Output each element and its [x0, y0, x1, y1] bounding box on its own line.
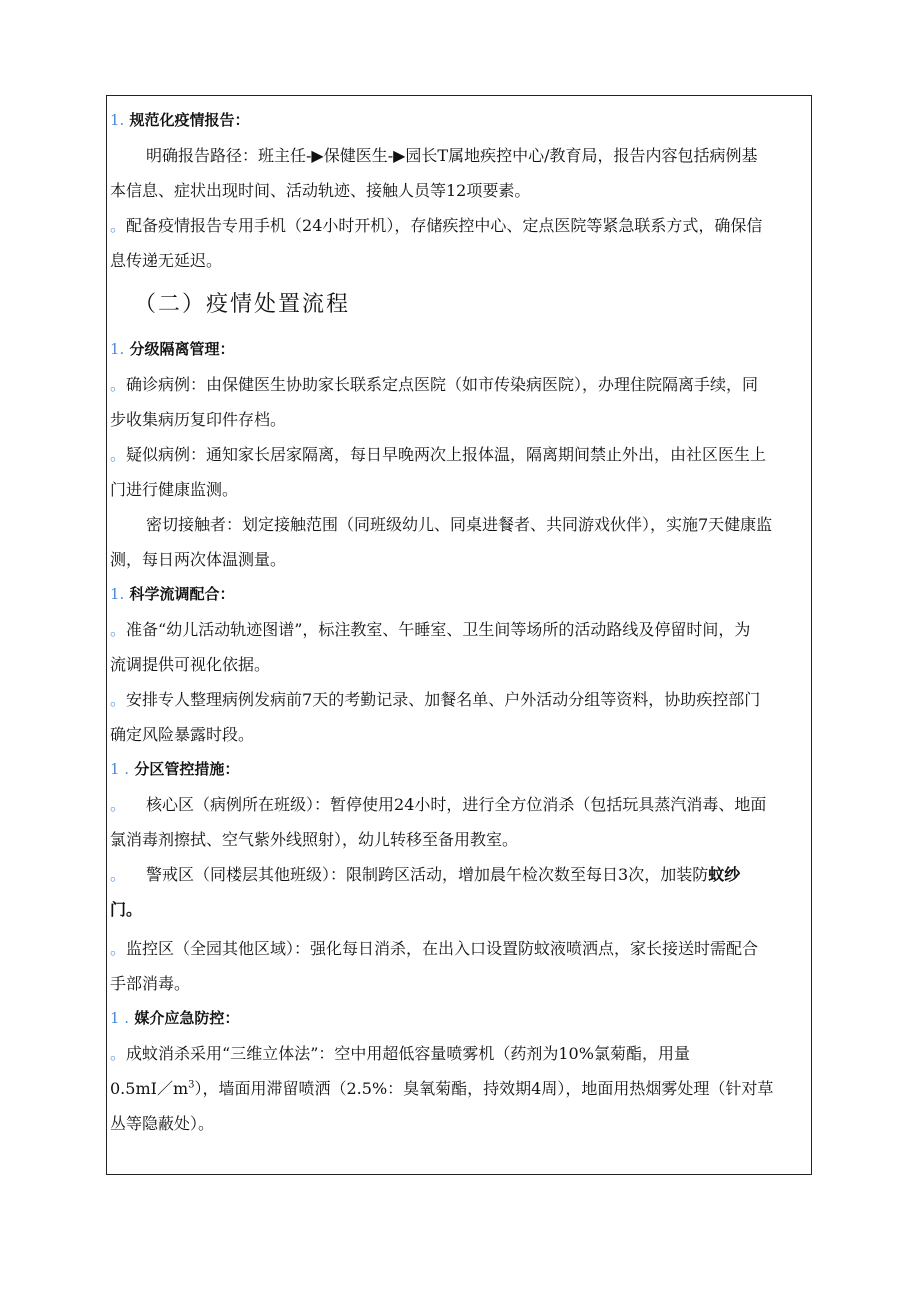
heading-zones [110, 752, 810, 787]
paragraph-text: 核心区（病例所在班级）：暂停使用24小时，进行全方位消杀（包括玩具蒸汽消毒、地面 [146, 795, 767, 814]
paragraph-line: 本信息、症状出现时间、活动轨迹、接触人员等12项要素。 [110, 181, 531, 200]
document-content [110, 103, 810, 1141]
heading-vector [110, 1001, 810, 1036]
bullet-paragraph-line [110, 208, 810, 243]
bullet-mark: 。 [110, 865, 127, 884]
bullet-mark: 。 [110, 445, 127, 464]
bullet-paragraph-line [110, 682, 810, 717]
paragraph-text: ），墙面用滞留喷洒（2.5%：臭氧菊酯，持效期4周），地面用热烟雾处理（针对草 [194, 1079, 774, 1098]
heading-report [110, 103, 810, 138]
section-title: （二）疫情处置流程 [134, 292, 351, 317]
heading-text: 媒介应急防控： [134, 1009, 240, 1027]
paragraph-line: 丛等隐蔽处）。 [110, 1114, 215, 1133]
paragraph-line: 确定风险暴露时段。 [110, 725, 255, 744]
paragraph-text: 成蚊消杀采用“三维立体法”：空中用超低容量喷雾机（药剂为10%氯菊酯，用量 [126, 1044, 690, 1063]
heading-number: 1. [110, 585, 125, 603]
heading-number: 1. [110, 340, 125, 358]
heading-text: 分级隔离管理： [129, 340, 235, 358]
bullet-paragraph-line [110, 857, 810, 892]
paragraph-line [110, 1071, 810, 1106]
bullet-mark: 。 [110, 690, 127, 709]
bullet-mark: 。 [110, 795, 127, 814]
paragraph-line: 测，每日两次体温测量。 [110, 550, 287, 569]
bullet-mark: 。 [110, 939, 127, 958]
paragraph-text-bold: 蚊纱 [708, 865, 741, 884]
paragraph-text: 安排专人整理病例发病前7天的考勤记录、加餐名单、户外活动分组等资料，协助疾控部门 [126, 690, 761, 709]
heading-text: 规范化疫情报告： [129, 111, 250, 129]
paragraph-line: 氯消毒剂擦拭、空气紫外线照射），幼儿转移至备用教室。 [110, 830, 519, 849]
paragraph-text: 警戒区（同楼层其他班级）：限制跨区活动，增加晨午检次数至每日3次，加装防 [146, 865, 709, 884]
bullet-mark: 。 [110, 620, 127, 639]
paragraph-line: 流调提供可视化依据。 [110, 655, 271, 674]
paragraph-line: 明确报告路径：班主任-▶保健医生-▶园长T属地疾控中心/教育局，报告内容包括病例基 [146, 146, 758, 165]
paragraph-line: 息传递无延迟。 [110, 251, 223, 270]
superscript: 3 [188, 1079, 195, 1091]
heading-number: 1 . [110, 1009, 130, 1027]
bullet-paragraph-line [110, 367, 810, 402]
paragraph-text: 准备“幼儿活动轨迹图谱”，标注教室、午睡室、卫生间等场所的活动路线及停留时间，为 [126, 620, 751, 639]
paragraph-line: 密切接触者：划定接触范围（同班级幼儿、同桌进餐者、共同游戏伙伴），实施7天健康监 [146, 515, 773, 534]
paragraph-line: 手部消毒。 [110, 974, 191, 993]
bullet-mark: 。 [110, 1044, 127, 1063]
paragraph-text: 配备疫情报告专用手机（24小时开机），存储疾控中心、定点医院等紧急联系方式，确保信 [126, 216, 763, 235]
heading-number: 1. [110, 111, 125, 129]
paragraph-line: 门进行健康监测。 [110, 480, 239, 499]
heading-text: 科学流调配合： [129, 585, 235, 603]
paragraph-text: 疑似病例：通知家长居家隔离，每日早晚两次上报体温，隔离期间禁止外出，由社区医生上 [126, 445, 767, 464]
bullet-mark: 。 [110, 375, 127, 394]
paragraph-text: 0.5mI／m [110, 1079, 189, 1098]
paragraph-line: 步收集病历复印件存档。 [110, 410, 287, 429]
bullet-paragraph-line [110, 931, 810, 966]
bullet-paragraph-line [110, 612, 810, 647]
heading-isolation [110, 332, 810, 367]
bullet-paragraph-line [110, 787, 810, 822]
heading-number: 1 . [110, 760, 130, 778]
paragraph-text: 确诊病例：由保健医生协助家长联系定点医院（如市传染病医院），办理住院隔离手续，同 [126, 375, 759, 394]
heading-epi [110, 577, 810, 612]
heading-text: 分区管控措施： [134, 760, 240, 778]
paragraph-line: 门。 [110, 900, 143, 919]
paragraph-text: 监控区（全园其他区域）：强化每日消杀，在出入口设置防蚊液喷洒点，家长接送时需配合 [126, 939, 759, 958]
bullet-paragraph-line [110, 437, 810, 472]
bullet-paragraph-line [110, 1036, 810, 1071]
bullet-mark: 。 [110, 216, 127, 235]
